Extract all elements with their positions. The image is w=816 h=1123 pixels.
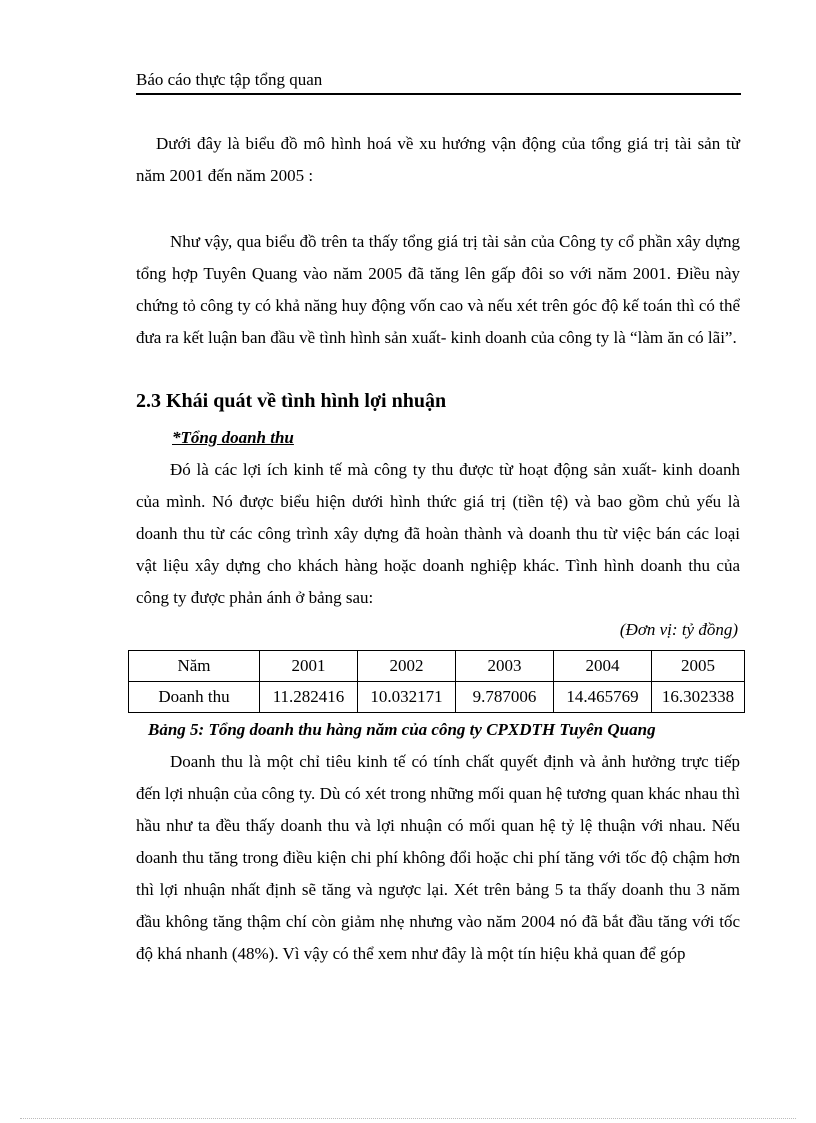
section-heading: 2.3 Khái quát về tình hình lợi nhuận <box>136 390 447 412</box>
table-cell: 9.787006 <box>456 682 554 713</box>
table-caption: Bảng 5: Tổng doanh thu hàng năm của công ty CPXDTH Tuyên Quang <box>148 720 656 739</box>
revenue-description-paragraph: Đó là các lợi ích kinh tế mà công ty thu được từ hoạt động sản xuất- kinh doanh của mình. Nó được biểu hiện dưới hình thức giá trị (tiền tệ) và bao gồm chủ yếu là doanh thu từ các công trình xây dựng đã hoàn thành và doanh thu từ việc bán các loại vật liệu xây dựng cho khách hàng hoặc doanh nghiệp khác. Tình hình doanh thu của công ty được phản ánh ở bảng sau: <box>136 460 740 607</box>
table-header-cell: 2002 <box>358 651 456 682</box>
table-cell: 16.302338 <box>652 682 745 713</box>
table-header-cell: 2004 <box>554 651 652 682</box>
page-bottom-divider <box>20 1118 796 1119</box>
page-header-title: Báo cáo thực tập tổng quan <box>136 70 323 89</box>
table-row <box>129 682 745 713</box>
table-cell: 11.282416 <box>260 682 358 713</box>
table-header-cell: 2001 <box>260 651 358 682</box>
table-cell: Doanh thu <box>129 682 260 713</box>
assets-conclusion-paragraph: Như vậy, qua biểu đồ trên ta thấy tổng giá trị tài sản của Công ty cổ phần xây dựng tổng hợp Tuyên Quang vào năm 2005 đã tăng lên gấp đôi so với năm 2001. Điều này chứng tỏ công ty có khả năng huy động vốn cao và nếu xét trên góc độ kế toán thì có thể đưa ra kết luận ban đầu về tình hình sản xuất- kinh doanh của công ty là “làm ăn có lãi”. <box>136 232 740 347</box>
table-header-cell: Năm <box>129 651 260 682</box>
intro-paragraph: Dưới đây là biểu đồ mô hình hoá về xu hướng vận động của tổng giá trị tài sản từ năm 2001 đến năm 2005 : <box>136 134 740 185</box>
table-header-row <box>129 651 745 682</box>
table-cell: 10.032171 <box>358 682 456 713</box>
header-divider <box>136 93 741 95</box>
revenue-table <box>128 650 745 713</box>
subsection-heading: *Tổng doanh thu <box>172 428 294 447</box>
table-header-cell: 2003 <box>456 651 554 682</box>
table-cell: 14.465769 <box>554 682 652 713</box>
table-unit-note: (Đơn vị: tỷ đồng) <box>619 620 738 639</box>
table-header-cell: 2005 <box>652 651 745 682</box>
revenue-analysis-paragraph: Doanh thu là một chỉ tiêu kinh tế có tính chất quyết định và ảnh hưởng trực tiếp đến lợi nhuận của công ty. Dù có xét trong những mối quan hệ tương quan khác nhau thì hầu như ta đều thấy doanh thu và lợi nhuận có mối quan hệ tỷ lệ thuận với nhau. Nếu doanh thu tăng trong điều kiện chi phí không đổi hoặc chi phí tăng với tốc độ chậm hơn thì lợi nhuận nhất định sẽ tăng và ngược lại. Xét trên bảng 5 ta thấy doanh thu 3 năm đầu không tăng thậm chí còn giảm nhẹ nhưng vào năm 2004 nó đã bắt đầu tăng với tốc độ khá nhanh (48%). Vì vậy có thể xem như đây là một tín hiệu khả quan để góp <box>136 752 740 963</box>
